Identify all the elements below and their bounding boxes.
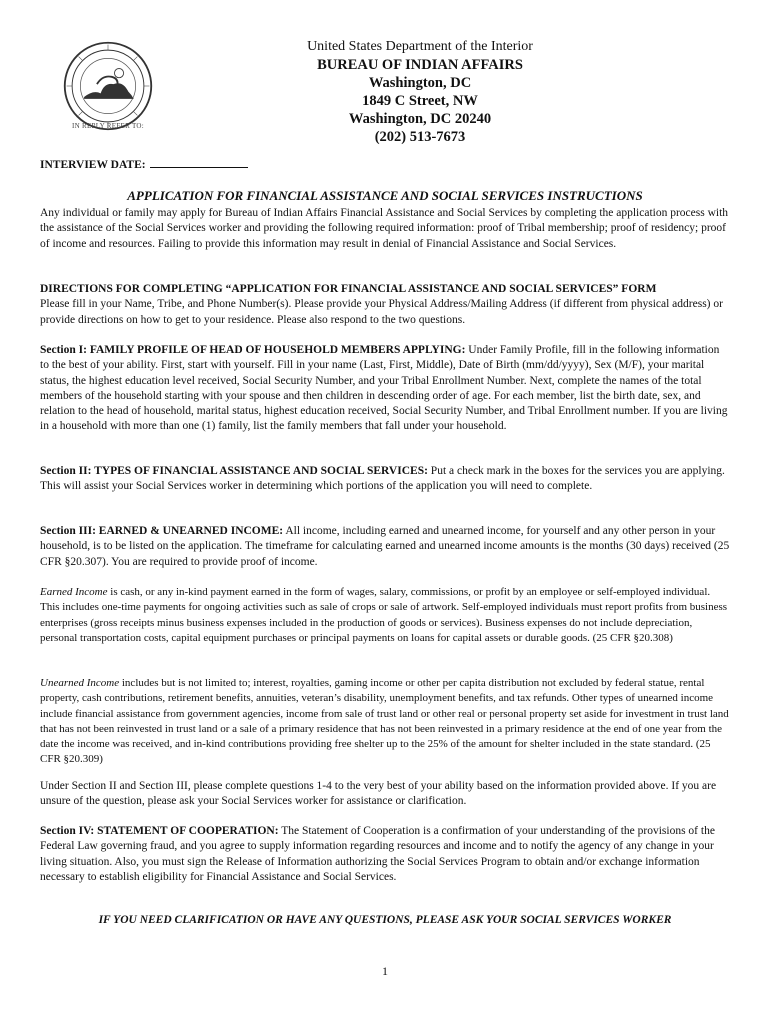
section-2-body: Put a check mark in the boxes for the services you are applying. This will assist your Social Services worker in determining which portions of the application you will need to complete. <box>40 465 725 493</box>
street-address: 1849 C Street, NW <box>362 93 478 109</box>
phone-number: (202) 513-7673 <box>374 129 466 145</box>
unearned-income-term: Unearned Income <box>40 677 120 689</box>
directions-section <box>40 282 730 328</box>
unearned-income-paragraph <box>40 676 730 768</box>
directions-body: Please fill in your Name, Tribe, and Phone Number(s). Please provide your Physical Address/Mailing Address (if different from physical address) or provide directions on how to get to your residence. Please also respond to the two questions. <box>40 298 723 326</box>
section-2 <box>40 464 730 495</box>
section-2-heading: Section II: TYPES OF FINANCIAL ASSISTANCE AND SOCIAL SERVICES: <box>40 465 428 477</box>
interview-date-row <box>40 157 248 171</box>
unearned-income-body: includes but is not limited to; interest, royalties, gaming income or other per capita distribution not excluded by federal statue, rental property, cash contributions, retirement benefits, annuities, veteran’s disability, unemployment benefits, and tax refunds. Other types of unearned income include financial assistance from government agencies, income from sale of trust land or other real or personal property set aside for investment in trust land that has not been reinvested in trust land or a sale of a primary residence that has not been reinvested in a primary residence at the end of one year from the date the income was received, and in-kind contributions providing free shelter up to the 25% of the amount for shelter included in the state standard. (25 CFR §20.309) <box>40 677 729 766</box>
section-4-heading: Section IV: STATEMENT OF COOPERATION: <box>40 825 279 837</box>
earned-income-term: Earned Income <box>40 586 108 598</box>
section-1 <box>40 343 730 435</box>
section-4-body: The Statement of Cooperation is a confirmation of your understanding of the provisions of the Federal Law governing fraud, and you agree to supply information regarding resources and income and to notify the agency of any change in your living situation. Also, you must sign the Release of Information authorizing the Social Services Program to obtain and/or exchange information necessary to establish eligibility for Financial Assistance and Social Services. <box>40 825 715 883</box>
department-name: United States Department of the Interior <box>307 39 533 54</box>
clarification-note: IF YOU NEED CLARIFICATION OR HAVE ANY QUESTIONS, PLEASE ASK YOUR SOCIAL SERVICES WORKER <box>98 914 672 926</box>
questions-note: Under Section II and Section III, please complete questions 1-4 to the very best of your ability based on the information provided above. If you are unsure of the question, please ask your Social Services worker for assistance or clarification. <box>40 780 717 808</box>
reply-refer-caption: IN REPLY REFER TO: <box>71 122 145 130</box>
interview-date-label: INTERVIEW DATE: <box>40 159 146 171</box>
document-title: APPLICATION FOR FINANCIAL ASSISTANCE AND SOCIAL SERVICES INSTRUCTIONS <box>127 188 643 203</box>
section-3-heading: Section III: EARNED & UNEARNED INCOME: <box>40 525 284 537</box>
intro-paragraph: Any individual or family may apply for Bureau of Indian Affairs Financial Assistance and Social Services by completing the application process with the assistance of the Social Services worker and providing the following required information: proof of Tribal membership; proof of residency; proof of income and resources. Failing to provide this information may result in denial of Financial Assistance and Social Services. <box>40 207 729 250</box>
interview-date-field[interactable] <box>150 157 248 168</box>
earned-income-body: is cash, or any in-kind payment earned in the form of wages, salary, commissions, or profit by an employee or self-employed individual. This includes one-time payments for ongoing activities such as sale of crops or sale of artwork. Self-employed individuals must report profits from business enterprises (gross receipts minus business expenses included in the production of goods or services). Business expenses do not include depreciation, personal transportation costs, capital equipment purchases or principal payments on loans for capital assets or durable goods. (25 CFR §20.308) <box>40 586 728 644</box>
section-1-body: Under Family Profile, fill in the following information to the best of your ability. First, start with yourself. Fill in your name (Last, First, Middle), Date of Birth (mm/dd/yyyy), Sex (M/F), your marital status, the highest education level received, Social Security Number, and your Tribal Enrollment Number. Next, complete the names of the total members of the household starting with your spouse and then children in descending order of age. For each member, list the birth date, sex, and relation to the head of household, marital status, highest education received, Social Security Number, and Tribal Enrollment number. If you are living in a household with more than one (1) family, list the family members that fall under your household. <box>40 344 728 433</box>
bureau-name: BUREAU OF INDIAN AFFAIRS <box>317 57 523 73</box>
department-of-interior-seal-icon <box>62 40 154 132</box>
city: Washington, DC <box>368 75 472 91</box>
city-zip: Washington, DC 20240 <box>348 111 492 127</box>
section-4 <box>40 824 730 885</box>
directions-heading: DIRECTIONS FOR COMPLETING “APPLICATION FOR FINANCIAL ASSISTANCE AND SOCIAL SERVICES” FORM <box>40 283 657 295</box>
section-3-body: All income, including earned and unearned income, for yourself and any other person in your household, is to be listed on the application. The timeframe for calculating earned and unearned income amounts is the months (30 days) received (25 CFR §20.307). You are required to provide proof of income. <box>40 525 730 568</box>
section-1-heading: Section I: FAMILY PROFILE OF HEAD OF HOUSEHOLD MEMBERS APPLYING: <box>40 344 466 356</box>
earned-income-paragraph <box>40 585 730 646</box>
page-number: 1 <box>382 964 388 978</box>
letterhead <box>220 38 620 146</box>
section-3 <box>40 524 730 570</box>
